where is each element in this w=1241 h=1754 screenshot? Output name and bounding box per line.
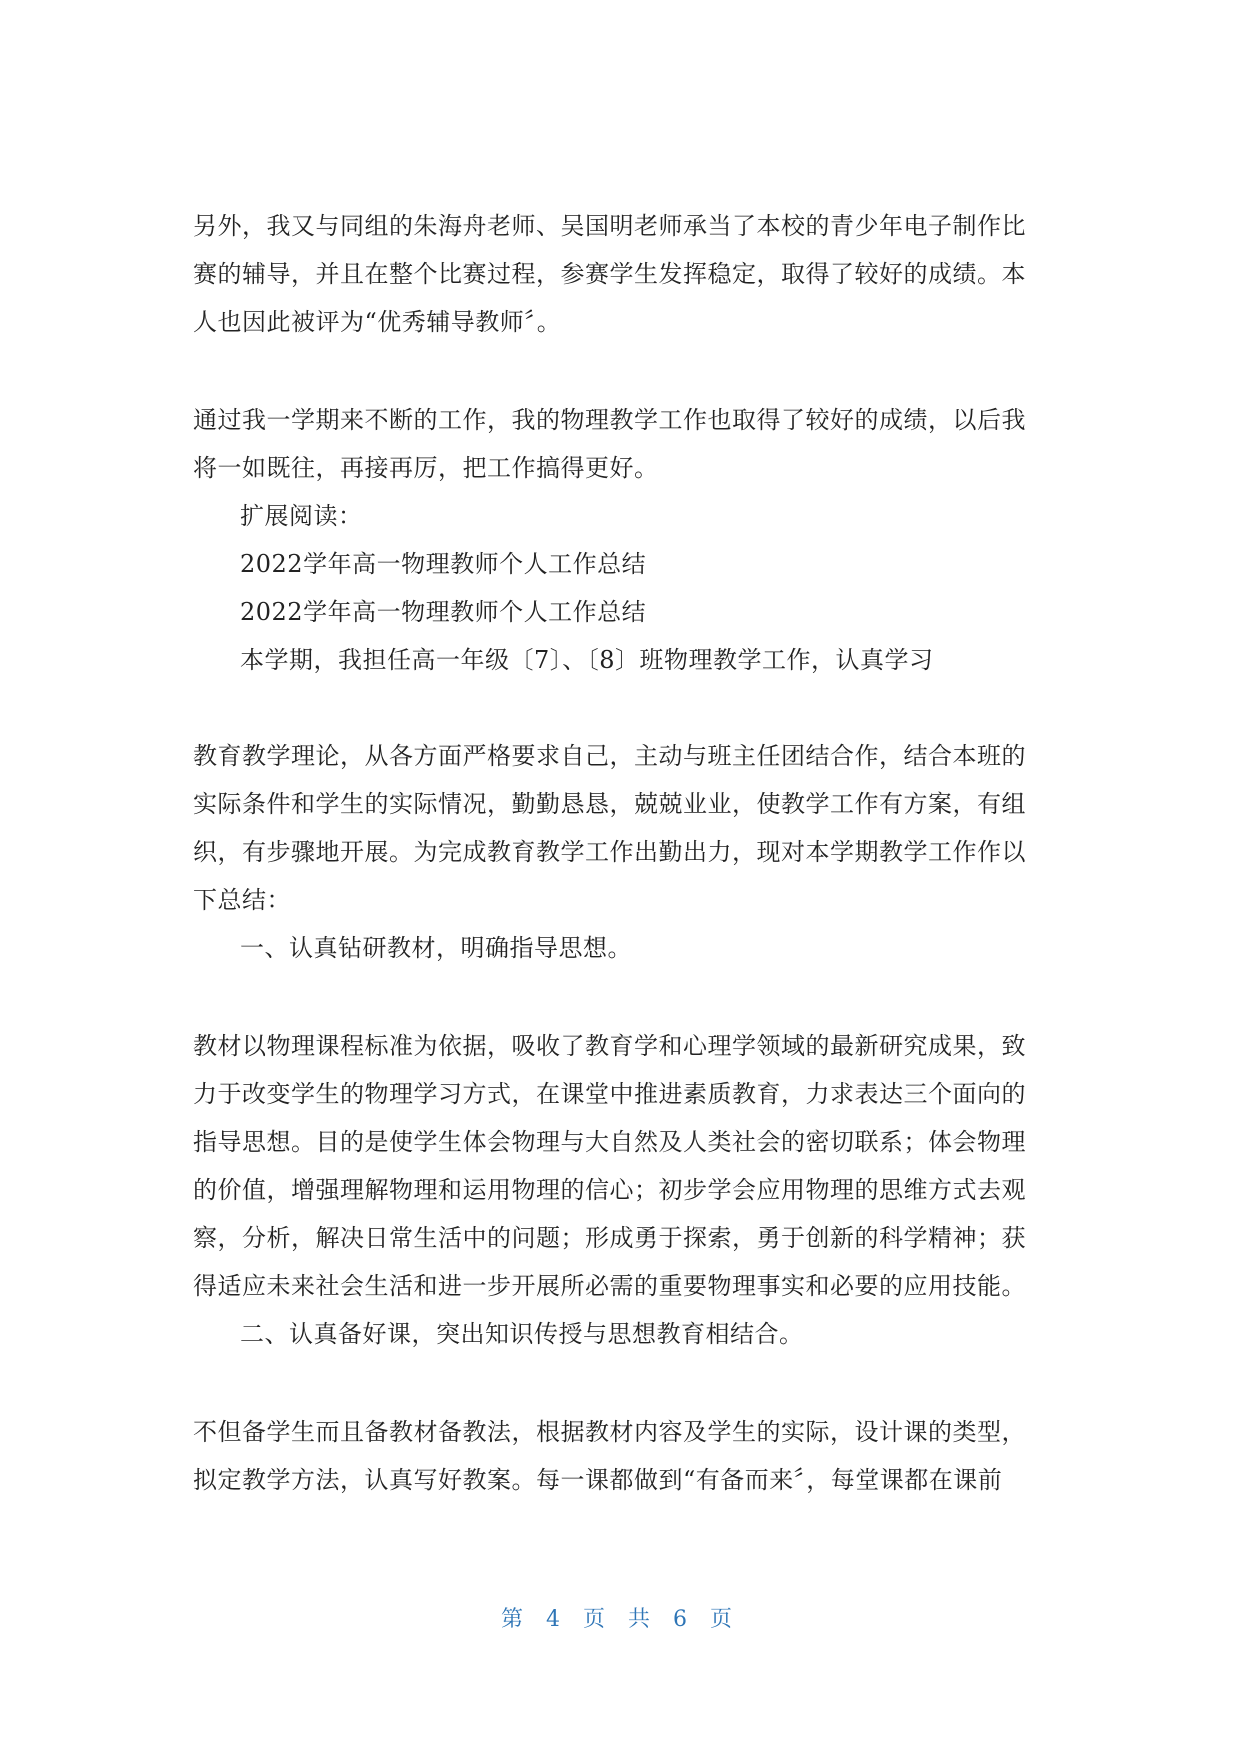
body-text-line: 本学期，我担任高一年级〔7〕、〔8〕班物理教学工作，认真学习 [240, 646, 934, 674]
section-heading: 一、认真钻研教材，明确指导思想。 [240, 934, 632, 962]
body-text-line: 不但备学生而且备教材备教法，根据教材内容及学生的实际，设计课的类型， [193, 1418, 1026, 1446]
body-text-line: 另外，我又与同组的朱海舟老师、吴国明老师承当了本校的青少年电子制作比 [193, 212, 1026, 240]
article-title: 2022学年高一物理教师个人工作总结 [240, 598, 647, 626]
body-text-line: 织，有步骤地开展。为完成教育教学工作出勤出力，现对本学期教学工作作以 [193, 838, 1026, 866]
page-number-footer: 第 4 页 共 6 页 [501, 1607, 740, 1632]
body-text-line: 通过我一学期来不断的工作，我的物理教学工作也取得了较好的成绩，以后我 [193, 406, 1026, 434]
body-text-line: 力于改变学生的物理学习方式，在课堂中推进素质教育，力求表达三个面向的 [193, 1080, 1026, 1108]
body-text-line: 赛的辅导，并且在整个比赛过程，参赛学生发挥稳定，取得了较好的成绩。本 [193, 260, 1026, 288]
body-text-line: 实际条件和学生的实际情况，勤勤恳恳，兢兢业业，使教学工作有方案，有组 [193, 790, 1026, 818]
body-text-line: 得适应未来社会生活和进一步开展所必需的重要物理事实和必要的应用技能。 [193, 1272, 1026, 1300]
body-text-line: 教育教学理论，从各方面严格要求自己，主动与班主任团结合作，结合本班的 [193, 742, 1026, 770]
body-text-line: 人也因此被评为“优秀辅导教师〞。 [193, 308, 562, 336]
body-text-line: 教材以物理课程标准为依据，吸收了教育学和心理学领域的最新研究成果，致 [193, 1032, 1026, 1060]
body-text-line: 指导思想。目的是使学生体会物理与大自然及人类社会的密切联系；体会物理 [193, 1128, 1026, 1156]
body-text-line: 拟定教学方法，认真写好教案。每一课都做到“有备而来〞，每堂课都在课前 [193, 1466, 1003, 1494]
body-text-line: 的价值，增强理解物理和运用物理的信心；初步学会应用物理的思维方式去观 [193, 1176, 1026, 1204]
section-heading: 二、认真备好课，突出知识传授与思想教育相结合。 [240, 1320, 804, 1348]
body-text-line: 将一如既往，再接再厉，把工作搞得更好。 [193, 454, 659, 482]
body-text-line: 察，分析，解决日常生活中的问题；形成勇于探索，勇于创新的科学精神；获 [193, 1224, 1026, 1252]
body-text-line: 下总结： [193, 886, 291, 914]
extended-reading-label: 扩展阅读： [240, 502, 363, 530]
article-title: 2022学年高一物理教师个人工作总结 [240, 550, 647, 578]
